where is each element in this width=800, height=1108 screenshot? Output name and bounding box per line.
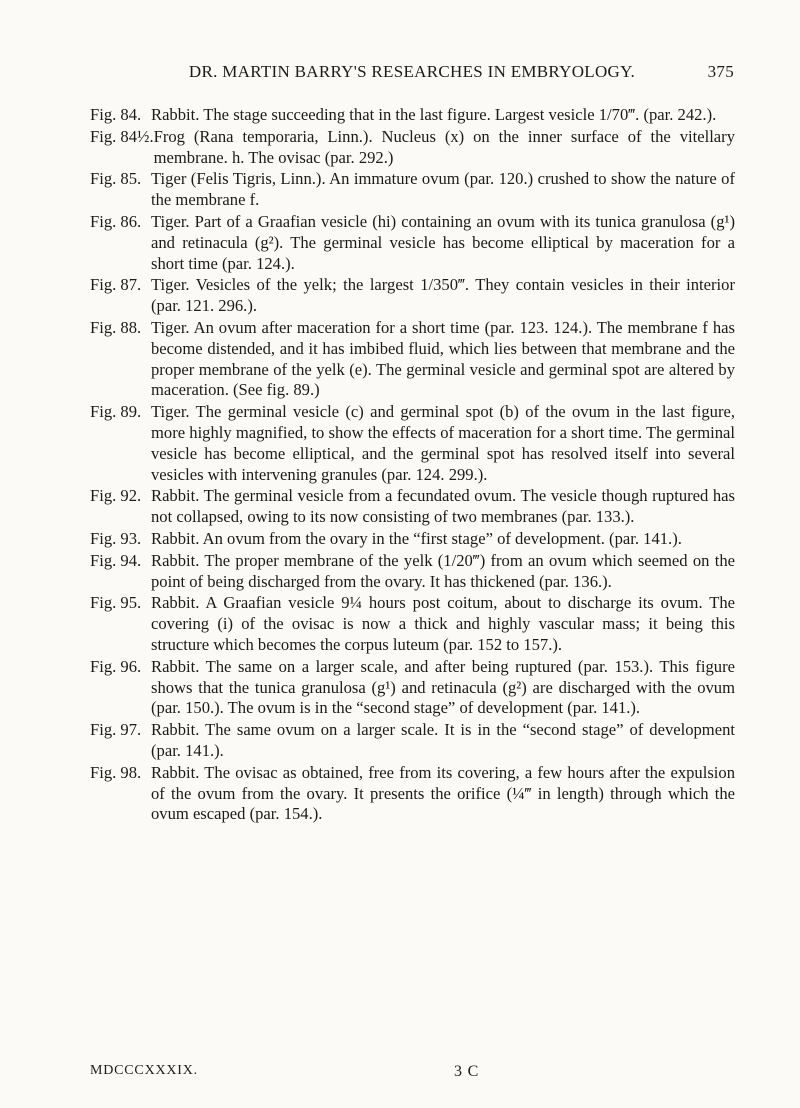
figure-description: Rabbit. The stage succeeding that in the last figure. Largest vesicle 1/70‴. (par. 242.). <box>151 105 717 124</box>
figure-label: Fig. 94. <box>90 550 142 570</box>
figure-label: Fig. 98. <box>90 762 142 782</box>
signature-mark: 3 C <box>454 1063 480 1080</box>
figure-label: Fig. 89. <box>90 402 142 422</box>
figure-description: Rabbit. The germinal vesicle from a fecundated ovum. The vesicle though ruptured has not collapsed, owing to its now consisting of two membranes (par. 133.). <box>151 486 735 527</box>
figure-entry <box>90 127 735 169</box>
figure-label: Fig. 96. <box>90 656 142 676</box>
running-header <box>90 62 734 82</box>
figure-entry <box>90 212 735 274</box>
running-title: DR. MARTIN BARRY'S RESEARCHES IN EMBRYOLOGY. <box>188 62 636 81</box>
figure-label: Fig. 92. <box>90 486 142 506</box>
page-footer <box>90 1063 690 1079</box>
figure-description: Rabbit. The same on a larger scale, and after being ruptured (par. 153.). This figure shows that the tunica granulosa (g¹) and retinacula (g²) are discharged with the ovum (par. 150.). The ovum is in the “second stage” of development (par. 141.). <box>151 656 735 718</box>
figure-description: Rabbit. The same ovum on a larger scale. It is in the “second stage” of development (par. 141.). <box>151 720 735 760</box>
figure-description: Tiger. Part of a Graafian vesicle (hi) containing an ovum with its tunica granulosa (g¹) and retinacula (g²). The germinal vesicle has become elliptical by maceration for a short time (par. 124.). <box>151 211 735 273</box>
figure-entry <box>90 551 735 593</box>
figure-entry <box>90 402 735 485</box>
figure-entry <box>90 763 735 825</box>
figure-description: Frog (Rana temporaria, Linn.). Nucleus (x) on the inner surface of the vitellary membrane. h. The ovisac (par. 292.) <box>153 126 735 167</box>
figure-description: Rabbit. A Graafian vesicle 9¼ hours post coitum, about to discharge its ovum. The covering (i) of the ovisac is now a thick and highly vascular mass; it being this structure which becomes the corpus luteum (par. 152 to 157.). <box>151 593 735 654</box>
figure-description: Tiger (Felis Tigris, Linn.). An immature ovum (par. 120.) crushed to show the nature of the membrane f. <box>151 169 735 210</box>
figure-description: Tiger. An ovum after maceration for a short time (par. 123. 124.). The membrane f has become distended, and it has imbibed fluid, which lies between that membrane and the proper membrane of the yelk (e). The germinal vesicle and germinal spot are altered by maceration. (See fig. 89.) <box>151 317 735 400</box>
figure-entry <box>90 593 735 655</box>
figure-label: Fig. 95. <box>90 593 142 613</box>
figure-label: Fig. 97. <box>90 720 142 740</box>
figure-label: Fig. 86. <box>90 211 142 231</box>
figure-entry <box>90 275 735 317</box>
figure-description: Rabbit. The proper membrane of the yelk (1/20‴) from an ovum which seemed on the point of being discharged from the ovary. It has thickened (par. 136.). <box>151 550 735 591</box>
figure-description: Rabbit. The ovisac as obtained, free from its covering, a few hours after the expulsion of the ovum from the ovary. It presents the orifice (¼‴ in length) through which the ovum escaped (par. 154.). <box>151 762 735 824</box>
page-number: 375 <box>707 62 734 81</box>
figure-entry <box>90 169 735 211</box>
figure-label: Fig. 84½. <box>90 126 154 146</box>
figure-entry <box>90 105 735 126</box>
figure-description: Rabbit. An ovum from the ovary in the “first stage” of development. (par. 141.). <box>151 528 682 548</box>
figure-label: Fig. 84. <box>90 105 142 124</box>
figure-description: Tiger. Vesicles of the yelk; the largest 1/350‴. They contain vesicles in their interior (par. 121. 296.). <box>151 275 735 316</box>
figure-entry <box>90 529 735 550</box>
figure-entry <box>90 720 735 762</box>
figure-label: Fig. 85. <box>90 169 142 189</box>
figure-entry <box>90 657 735 719</box>
figure-description: Tiger. The germinal vesicle (c) and germinal spot (b) of the ovum in the last figure, more highly magnified, to show the effects of maceration for a short time. The germinal vesicle has become elliptical, and the germinal spot has resolved itself into several vesicles with intervening granules (par. 124. 299.). <box>151 402 735 484</box>
publication-year: MDCCCXXXIX. <box>90 1063 198 1078</box>
figure-legend-list <box>90 105 735 826</box>
figure-entry <box>90 318 735 401</box>
figure-label: Fig. 93. <box>90 528 142 548</box>
figure-label: Fig. 87. <box>90 275 142 295</box>
figure-entry <box>90 486 735 528</box>
figure-label: Fig. 88. <box>90 317 142 337</box>
